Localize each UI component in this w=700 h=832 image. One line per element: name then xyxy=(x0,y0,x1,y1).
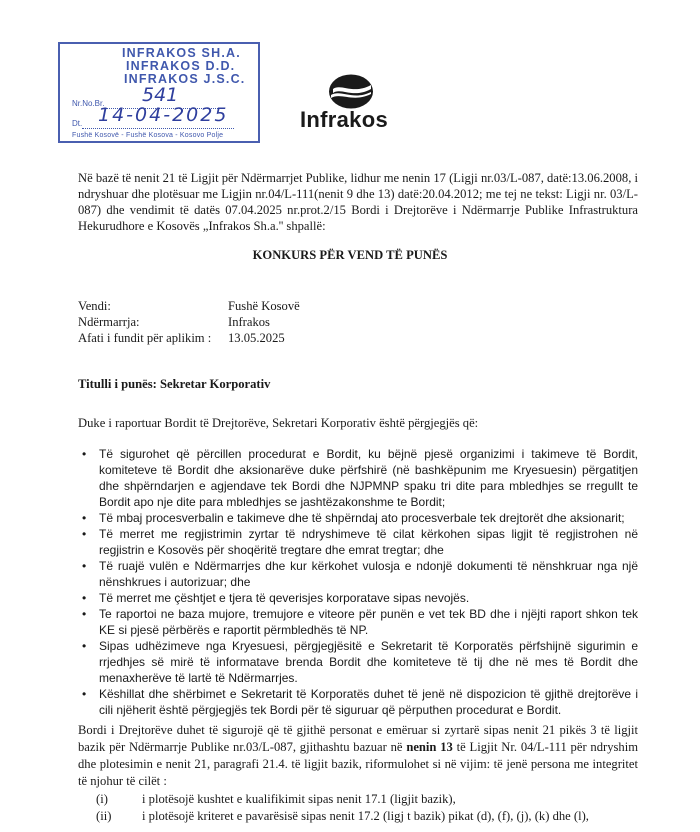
stamp-line-3: INFRAKOS J.S.C. xyxy=(124,72,246,86)
list-item xyxy=(78,638,638,686)
list-item xyxy=(78,686,638,718)
closing-paragraph xyxy=(78,722,638,790)
field-value-enterprise: Infrakos xyxy=(228,315,270,329)
bullet-icon: • xyxy=(82,591,87,605)
list-item xyxy=(78,526,638,558)
stamp-date-dotline xyxy=(82,128,234,129)
stamp-line-2: INFRAKOS D.D. xyxy=(126,59,236,73)
field-label-location: Vendi: xyxy=(78,299,111,313)
infrakos-logo-icon xyxy=(327,73,375,110)
bullet-icon: • xyxy=(82,511,87,525)
bullet-icon: • xyxy=(82,639,87,653)
stamp-date-label: Dt. xyxy=(72,119,83,128)
closing-text-start: Bordi i Drejtorëve duhet të sigurojë që të gjithë personat e emëruar si zyrtarë sipas nenit 21 pikës 3 të ligjit bazik për Ndërmarrje Publike nr.03/L-087, gjithashtu bazuar në xyxy=(78,723,638,754)
list-item-text: Këshillat dhe shërbimet e Sekretarit të Korporatës duhet të jenë në dispozicion të gjithë drejtorëve i cili njëherit është përgjegjës tek Bordi për të siguruar që përputhen procedurat e Bordit. xyxy=(99,687,638,717)
list-item-text: Të sigurohet që përcillen procedurat e Bordit, ku bëjnë pjesë organizimi i takimeve të Bordit, komiteteve të Bordit dhe aksionarëve duke përfshirë (në bashkëpunim me Kryesuesin) përgatitjen dhe shpërndarjen e agjendave tek Bordi dhe NJPMNP spaku tri dite para mbledhjes se rregullt te Bordit apo nje dite para mbledhjes se jashtëzakonshme te Bordit; xyxy=(99,447,638,509)
enum-number-1: (i) xyxy=(96,792,108,806)
page-title: KONKURS PËR VEND TË PUNËS xyxy=(252,248,448,262)
list-item-text: Te raportoi ne baza mujore, tremujore e viteore për punën e vet tek BD dhe i njëjti raport shkon tek KE si pjesë përbërës e raportit përmbledhës të NP. xyxy=(99,607,638,637)
list-item-text: Të merret me regjistrimin zyrtar të ndryshimeve të cilat kërkohen sipas ligjit të regjistrohen në regjistrin e Kosovës për shoqëritë tregtare dhe emrat tregtar; dhe xyxy=(99,527,638,557)
list-item xyxy=(78,510,638,526)
field-label-deadline: Afati i fundit për aplikim : xyxy=(78,331,212,345)
stamp-footer: Fushë Kosovë - Fushë Kosova - Kosovo Polje xyxy=(72,132,224,139)
list-item-text: Të merret me çështjet e tjera të qeverisjes korporatave sipas nevojës. xyxy=(99,591,470,605)
list-item xyxy=(78,558,638,590)
list-item xyxy=(78,590,638,606)
list-item-text: Të mbaj procesverbalin e takimeve dhe të shpërndaj ato procesverbale tek drejtorët dhe aksionarit; xyxy=(99,511,625,525)
bullet-icon: • xyxy=(82,447,87,461)
list-item xyxy=(78,606,638,638)
enum-text-2: i plotësojë kriteret e pavarësisë sipas nenit 17.2 (ligj t bazik) pikat (d), (f), (j), (k) dhe (l), xyxy=(142,809,589,823)
closing-text-bold: nenin 13 xyxy=(406,740,453,754)
bullet-icon: • xyxy=(82,607,87,621)
bullet-icon: • xyxy=(82,687,87,701)
list-item-text: Të ruajë vulën e Ndërmarrjes dhe kur kërkohet vulosja e ndonjë dokumenti të nënshkruar nga një nënshkrues i autorizuar; dhe xyxy=(99,559,638,589)
stamp-number-label: Nr.No.Br. xyxy=(72,99,105,108)
stamp-number-value: 541 xyxy=(142,84,179,106)
job-title: Titulli i punës: Sekretar Korporativ xyxy=(78,377,271,391)
stamp-date-value: 14-04-2025 xyxy=(98,104,229,126)
list-item xyxy=(78,446,638,510)
field-label-enterprise: Ndërmarrja: xyxy=(78,315,140,329)
stamp-line-1: INFRAKOS SH.A. xyxy=(122,46,241,60)
intro-paragraph: Në bazë të nenit 21 të Ligjit për Ndërmarrjet Publike, lidhur me nenin 17 (Ligji nr.03/L-087, datë:13.06.2008, i ndryshuar dhe plotësuar me Ligjin nr.04/L-111(nenit 9 dhe 13) datë:20.04.2012; me tej ne tekst: Ligji nr. 03/L-087) dhe vendimit të datës 07.04.2025 nr.prot.2/15 Bordi i Drejtorëve i Ndërmarrje Publike Infrastruktura Hekurudhore e Kosovës „Infrakos Sh.a.'' shpallë: xyxy=(78,171,638,233)
registration-stamp xyxy=(58,42,260,143)
bullet-icon: • xyxy=(82,559,87,573)
responsibilities-list xyxy=(78,446,638,718)
field-value-deadline: 13.05.2025 xyxy=(228,331,285,345)
field-value-location: Fushë Kosovë xyxy=(228,299,300,313)
enum-text-1: i plotësojë kushtet e kualifikimit sipas nenit 17.1 (ligjit bazik), xyxy=(142,792,456,806)
reports-to-paragraph: Duke i raportuar Bordit të Drejtorëve, Sekretari Korporativ është përgjegjës që: xyxy=(78,416,479,430)
enum-number-2: (ii) xyxy=(96,809,112,823)
bullet-icon: • xyxy=(82,527,87,541)
closing-text-end: të Ligjit Nr. 04/L-111 për ndryshim dhe plotesimin e nenit 21, paragrafi 21.4. të ligjit bazik, riformulohet si në vijim: të jenë persona me integritet të njohur të cilët : xyxy=(78,740,639,788)
list-item-text: Sipas udhëzimeve nga Kryesuesi, përgjegjësitë e Sekretarit të Korporatës përfshijnë sigurimin e rrjedhjes së mirë të informatave brenda Bordit dhe komiteteve të tij dhe në mes të Bordit dhe menaxherëve të lartë të Ndërmarrjes. xyxy=(99,639,638,685)
company-logo-text: Infrakos xyxy=(300,107,388,132)
